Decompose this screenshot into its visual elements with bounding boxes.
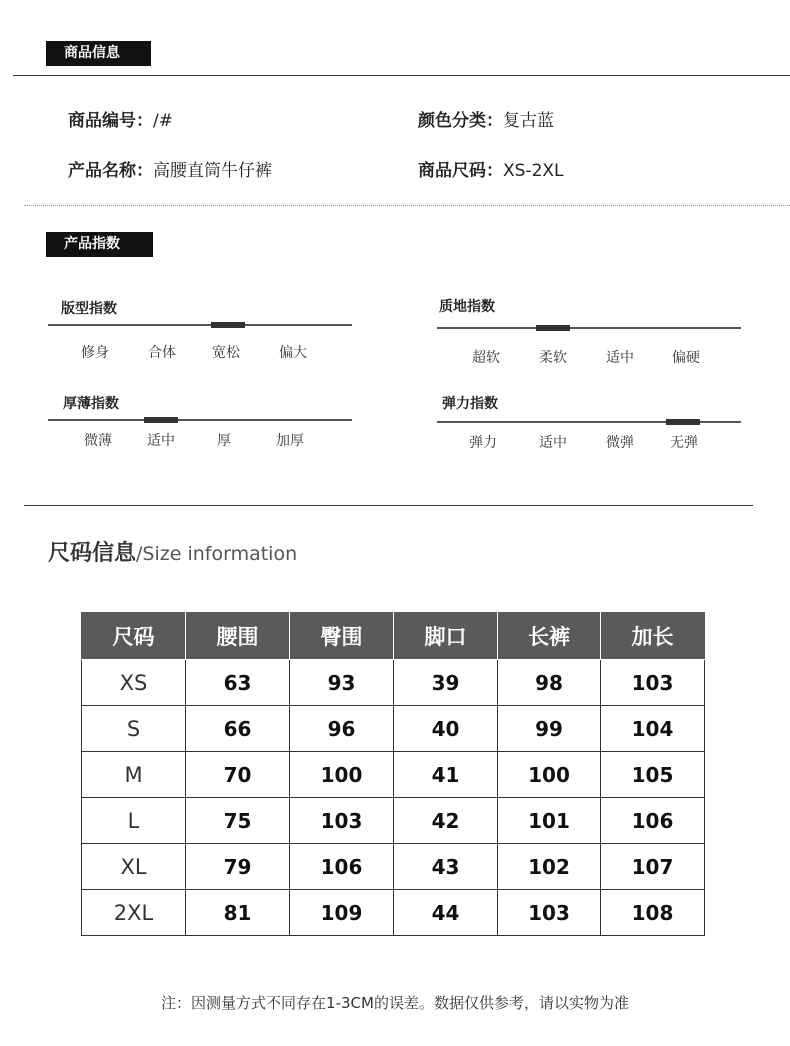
waist-cell: 81 xyxy=(186,890,290,936)
table-row xyxy=(82,844,705,890)
fit-option: 合体 xyxy=(148,345,176,361)
size-cell: XS xyxy=(82,660,186,706)
dotted-divider xyxy=(24,205,790,206)
hem-cell: 44 xyxy=(394,890,498,936)
fit-index-marker xyxy=(211,322,245,328)
header-hem: 脚口 xyxy=(394,613,498,660)
length-cell: 102 xyxy=(498,844,601,890)
hem-cell: 43 xyxy=(394,844,498,890)
product-number-value: /# xyxy=(153,111,173,131)
index-section-divider xyxy=(24,505,753,506)
size-cell: S xyxy=(82,706,186,752)
product-name-value: 高腰直筒牛仔裤 xyxy=(153,161,272,181)
texture-index-marker xyxy=(536,325,570,331)
size-table-header xyxy=(82,613,705,660)
table-row xyxy=(82,890,705,936)
extra-length-cell: 103 xyxy=(601,660,705,706)
waist-cell: 75 xyxy=(186,798,290,844)
waist-cell: 70 xyxy=(186,752,290,798)
product-info-tag: 商品信息 xyxy=(46,41,151,66)
fit-index-track xyxy=(48,324,352,326)
product-number-label: 商品编号： xyxy=(68,111,153,131)
length-cell: 101 xyxy=(498,798,601,844)
color-label: 颜色分类： xyxy=(418,111,503,131)
product-name-label: 产品名称： xyxy=(68,161,153,181)
table-row xyxy=(82,660,705,706)
hip-cell: 96 xyxy=(290,706,394,752)
hem-cell: 39 xyxy=(394,660,498,706)
extra-length-cell: 107 xyxy=(601,844,705,890)
header-extra-length: 加长 xyxy=(601,613,705,660)
extra-length-cell: 106 xyxy=(601,798,705,844)
hip-cell: 100 xyxy=(290,752,394,798)
size-info-title xyxy=(48,536,297,567)
color-field xyxy=(418,106,554,131)
hem-cell: 40 xyxy=(394,706,498,752)
header-hip: 臀围 xyxy=(290,613,394,660)
size-info-title-en: /Size information xyxy=(136,543,298,565)
product-name-field xyxy=(68,156,272,181)
product-number-field xyxy=(68,106,173,131)
waist-cell: 79 xyxy=(186,844,290,890)
size-cell: 2XL xyxy=(82,890,186,936)
thickness-option: 加厚 xyxy=(276,433,304,449)
thickness-option: 厚 xyxy=(217,433,231,449)
hip-cell: 103 xyxy=(290,798,394,844)
texture-option: 偏硬 xyxy=(672,350,700,366)
size-range-value: XS-2XL xyxy=(503,161,564,181)
hip-cell: 93 xyxy=(290,660,394,706)
size-info-title-cn: 尺码信息 xyxy=(48,541,137,566)
size-cell: M xyxy=(82,752,186,798)
size-cell: XL xyxy=(82,844,186,890)
table-row xyxy=(82,706,705,752)
stretch-option: 微弹 xyxy=(606,435,634,451)
length-cell: 100 xyxy=(498,752,601,798)
stretch-index-marker xyxy=(666,419,700,425)
waist-cell: 66 xyxy=(186,706,290,752)
header-length: 长裤 xyxy=(498,613,601,660)
product-index-tag: 产品指数 xyxy=(46,232,153,257)
hip-cell: 109 xyxy=(290,890,394,936)
thickness-option: 适中 xyxy=(147,433,175,449)
header-size: 尺码 xyxy=(82,613,186,660)
extra-length-cell: 108 xyxy=(601,890,705,936)
table-row xyxy=(82,752,705,798)
length-cell: 103 xyxy=(498,890,601,936)
thickness-index-track xyxy=(48,419,352,421)
fit-option: 宽松 xyxy=(212,345,240,361)
fit-index-title: 版型指数 xyxy=(61,301,117,317)
thickness-index-title: 厚薄指数 xyxy=(63,396,119,412)
thickness-index-marker xyxy=(144,417,178,423)
extra-length-cell: 105 xyxy=(601,752,705,798)
extra-length-cell: 104 xyxy=(601,706,705,752)
texture-option: 适中 xyxy=(606,350,634,366)
stretch-option: 无弹 xyxy=(670,435,698,451)
size-table xyxy=(81,612,705,936)
stretch-option: 弹力 xyxy=(469,435,497,451)
hip-cell: 106 xyxy=(290,844,394,890)
size-range-field xyxy=(418,156,564,181)
fit-option: 偏大 xyxy=(279,345,307,361)
length-cell: 99 xyxy=(498,706,601,752)
size-range-label: 商品尺码： xyxy=(418,161,503,181)
table-row xyxy=(82,798,705,844)
hem-cell: 42 xyxy=(394,798,498,844)
stretch-index-title: 弹力指数 xyxy=(442,396,498,412)
size-cell: L xyxy=(82,798,186,844)
color-value: 复古蓝 xyxy=(503,111,554,131)
texture-option: 超软 xyxy=(472,350,500,366)
texture-index-track xyxy=(437,327,741,329)
waist-cell: 63 xyxy=(186,660,290,706)
texture-option: 柔软 xyxy=(539,350,567,366)
length-cell: 98 xyxy=(498,660,601,706)
product-info-divider xyxy=(13,75,790,76)
thickness-option: 微薄 xyxy=(84,433,112,449)
hem-cell: 41 xyxy=(394,752,498,798)
measurement-note: 注：因测量方式不同存在1-3CM的误差。数据仅供参考，请以实物为准 xyxy=(161,994,629,1012)
texture-index-title: 质地指数 xyxy=(439,299,495,315)
fit-option: 修身 xyxy=(81,345,109,361)
stretch-option: 适中 xyxy=(539,435,567,451)
header-waist: 腰围 xyxy=(186,613,290,660)
